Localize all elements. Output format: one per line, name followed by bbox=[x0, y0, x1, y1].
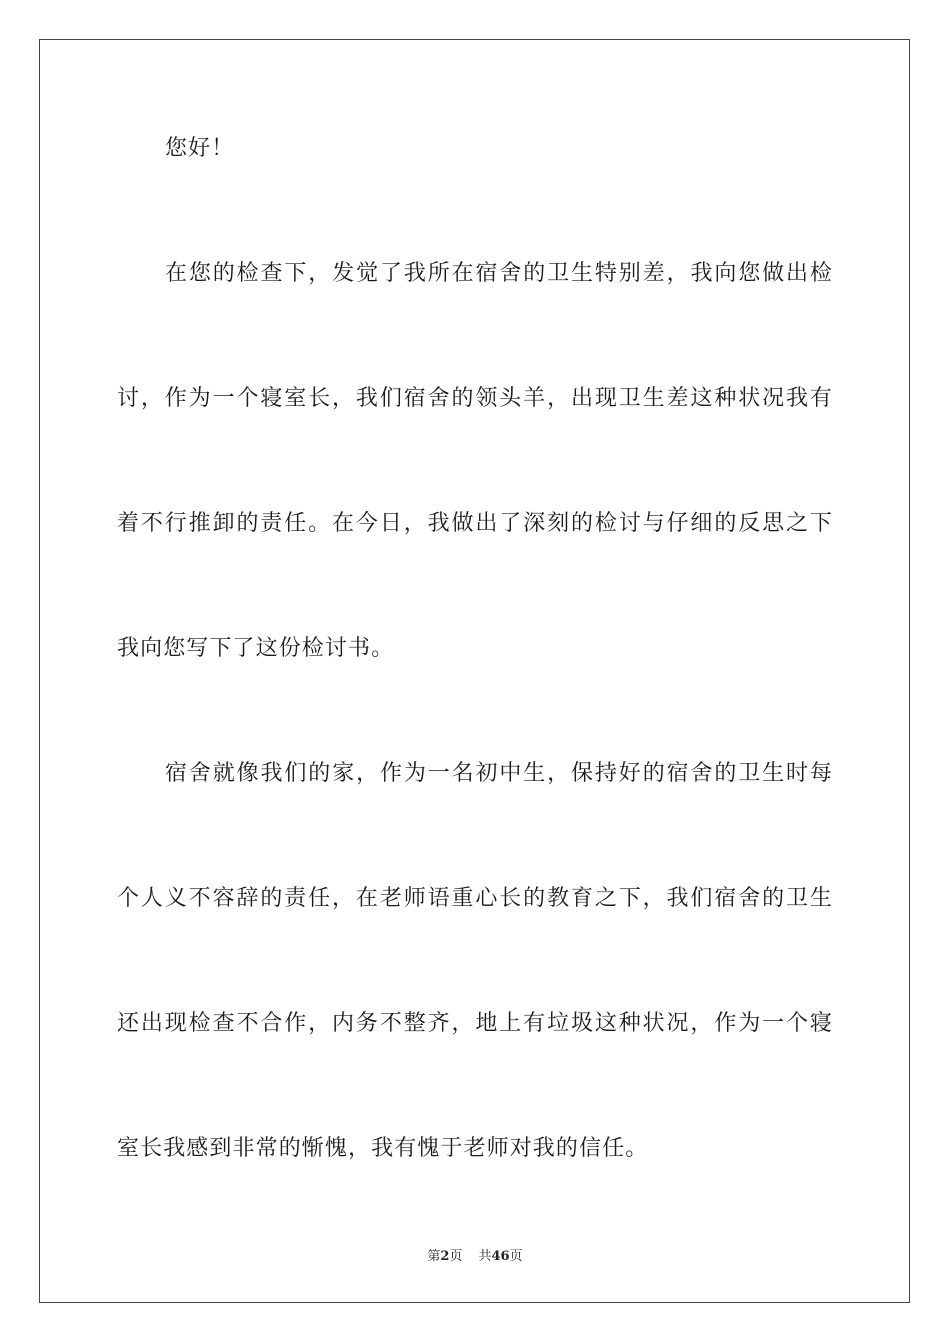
greeting: 您好！ bbox=[165, 136, 235, 161]
paragraph-1-line-4: 我向您写下了这份检讨书。 bbox=[117, 636, 395, 661]
paragraph-2-line-3: 还出现检查不合作，内务不整齐，地上有垃圾这种状况，作为一个寝 bbox=[117, 1011, 833, 1036]
total-label-suffix: 页 bbox=[509, 1249, 523, 1264]
paragraph-1-line-3: 着不行推卸的责任。在今日，我做出了深刻的检讨与仔细的反思之下 bbox=[117, 511, 833, 536]
paragraph-2-line-1: 宿舍就像我们的家，作为一名初中生，保持好的宿舍的卫生时每 bbox=[165, 761, 833, 786]
total-pages: 46 bbox=[491, 1249, 510, 1264]
page-number: 2 bbox=[440, 1249, 450, 1264]
page-border bbox=[39, 39, 910, 1303]
paragraph-2-line-4: 室长我感到非常的惭愧，我有愧于老师对我的信任。 bbox=[117, 1136, 649, 1161]
paragraph-1-line-1: 在您的检查下，发觉了我所在宿舍的卫生特别差，我向您做出检 bbox=[165, 261, 833, 286]
paragraph-1-line-2: 讨，作为一个寝室长，我们宿舍的领头羊，出现卫生差这种状况我有 bbox=[117, 386, 833, 411]
total-label-prefix: 共 bbox=[478, 1249, 492, 1264]
paragraph-2-line-2: 个人义不容辞的责任，在老师语重心长的教育之下，我们宿舍的卫生 bbox=[117, 886, 833, 911]
page-label-prefix: 第 bbox=[427, 1249, 441, 1264]
page-footer bbox=[0, 1248, 950, 1266]
page-label-suffix: 页 bbox=[449, 1249, 463, 1264]
